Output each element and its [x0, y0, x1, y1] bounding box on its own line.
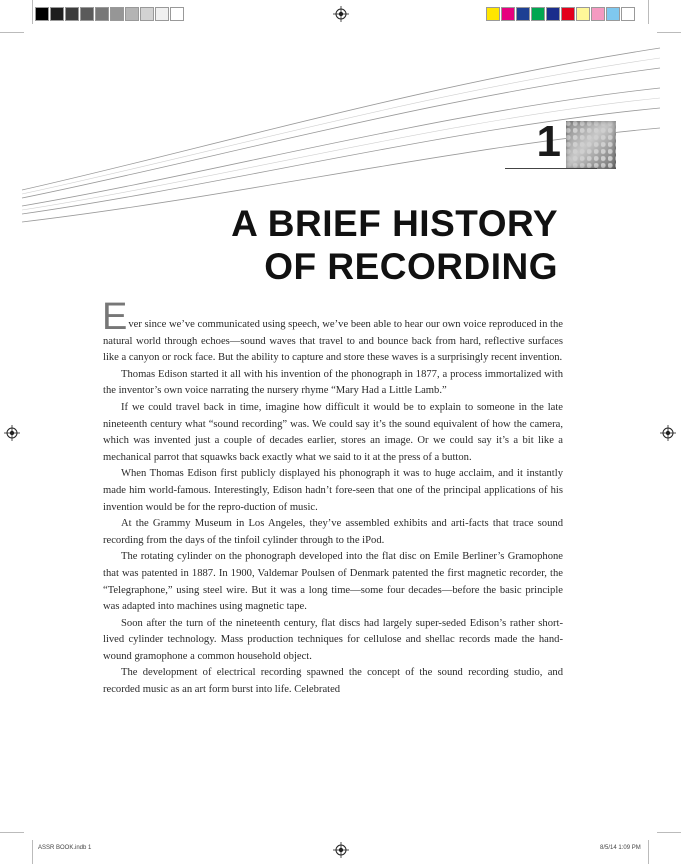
chapter-image [566, 121, 616, 169]
crop-mark [32, 840, 33, 864]
registration-mark-icon [4, 425, 20, 441]
paragraph: When Thomas Edison first publicly displayed his phonograph it was to huge acclaim, and it instantly made him world-famous. Interestingly, Edison hadn’t fore-seen that one of the principal applications of his invention would be for the repro-duction of music. [103, 468, 563, 513]
registration-mark-icon [660, 425, 676, 441]
crop-mark [648, 840, 649, 864]
chapter-title [150, 202, 558, 288]
chapter-title-line: A BRIEF HISTORY [231, 203, 558, 244]
drop-cap: E [102, 296, 128, 338]
paragraph [102, 296, 563, 367]
chapter-rule [505, 168, 597, 169]
paragraph-text: ver since we’ve communicated using speech, we’ve been able to hear our own voice reproduced in the natural world through echoes—sound waves that travel to and bounce back from hard, reflective surfaces like a canyon or rock face. But the ability to capture and store these waves is a surprisingly recent invention. [103, 319, 563, 364]
paragraph: Thomas Edison started it all with his invention of the phonograph in 1877, a process immortalized with the inventor’s own voice narrating the nursery rhyme “Mary Had a Little Lamb.” [103, 368, 563, 397]
chapter-title-line: OF RECORDING [264, 246, 558, 287]
registration-mark-icon [333, 842, 349, 858]
paragraph: Soon after the turn of the nineteenth century, flat discs had largely super-seded Edison’s rather short-lived cylinder technology. Mass production techniques for cellulose and shellac records made the hand-wound gramophone a common household object. [103, 617, 563, 662]
crop-mark [0, 832, 24, 833]
paragraph: At the Grammy Museum in Los Angeles, they’ve assembled exhibits and arti-facts that trace sound recording from the days of the tinfoil cylinder through to the iPod. [103, 518, 563, 546]
slug-filename: ASSR BOOK.indb 1 [38, 845, 92, 851]
slug-timestamp: 8/5/14 1:09 PM [600, 845, 641, 851]
paragraph: If we could travel back in time, imagine how difficult it would be to explain to someone in the late nineteenth century what “sound recording” was. We could say it’s the sound equivalent of how the camera, which was invented just a couple of decades earlier, stores an image. Or we could say it’s a bit like a mechanical parrot that squawks back exactly what we said to it at the press of a button. [103, 401, 563, 463]
chapter-number: 1 [536, 117, 561, 166]
paragraph: The development of electrical recording spawned the concept of the sound recording studio, and recorded music as an art form burst into life. Celebrated [103, 667, 563, 696]
body-text [102, 296, 563, 699]
crop-mark [657, 832, 681, 833]
paragraph: The rotating cylinder on the phonograph developed into the flat disc on Emile Berliner’s Gramophone that was patented in 1887. In 1900, Valdemar Poulsen of Denmark patented the first magnetic recorder, the “Telegraphone,” using steel wire. But it was a long time—some four decades—before the basic principle was adapted into machines using magnetic tape. [103, 551, 563, 613]
